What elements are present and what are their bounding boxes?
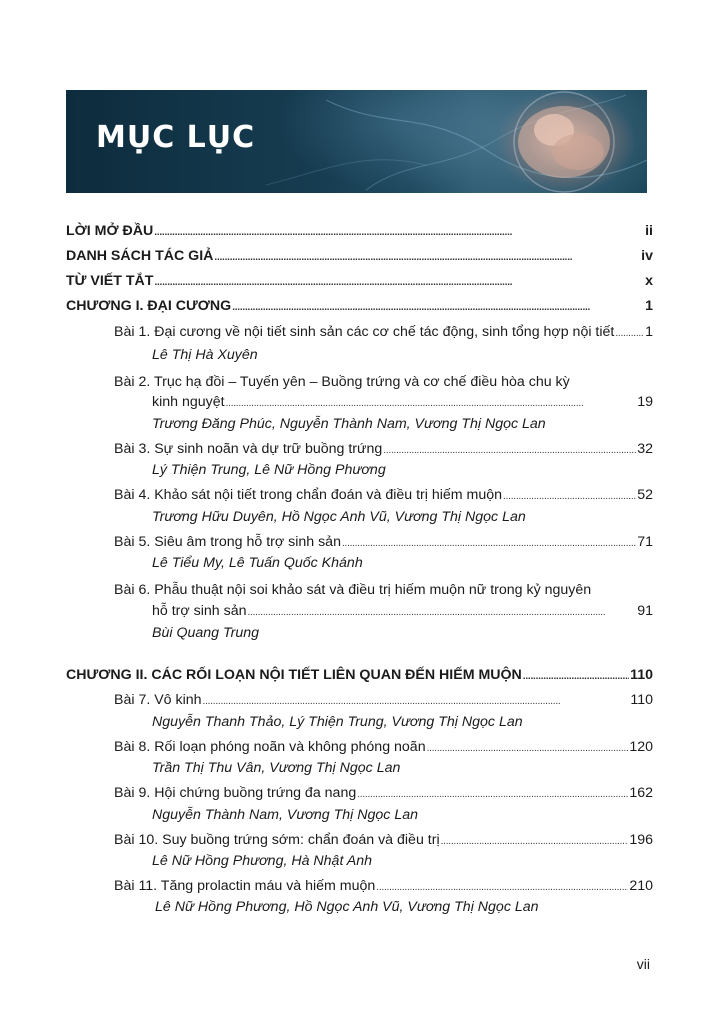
lesson-page: 19 [637,394,653,410]
dot-leader [441,833,629,851]
lesson-page: 110 [630,692,653,708]
lesson-authors: Lý Thiện Trung, Lê Nữ Hồng Phương [152,462,386,478]
lesson-authors: Lê Nữ Hồng Phương, Hà Nhật Anh [152,853,373,869]
lesson-page: 52 [637,487,653,503]
entry-title: LỜI MỞ ĐẦU [66,223,154,239]
entry-page: x [645,273,653,289]
lesson-authors: Lê Thị Hà Xuyên [152,347,258,363]
dot-leader [383,442,636,460]
dot-leader [232,299,644,317]
toc-lesson-1[interactable] [114,323,653,343]
lesson-page: 196 [629,832,653,848]
toc-lesson-4[interactable] [114,486,653,506]
page-number: vii [636,956,650,972]
page-title: MỤC LỤC [96,120,256,155]
chapter-page: 110 [630,667,653,683]
lesson-authors: Trần Thị Thu Vân, Vương Thị Ngọc Lan [152,760,401,776]
dot-leader [427,740,629,758]
lesson-page: 1 [645,324,653,340]
entry-title: DANH SÁCH TÁC GIẢ [66,248,214,264]
lesson-authors: Lê Nữ Hồng Phương, Hồ Ngọc Anh Vũ, Vương Thị Ngọc Lan [155,899,539,915]
lesson-title: Bài 3. Sự sinh noãn và dự trữ buồng trứng [114,441,383,457]
header-banner [66,90,647,193]
lesson-authors: Lê Tiểu My, Lê Tuấn Quốc Khánh [152,555,363,571]
lesson-page: 162 [629,785,653,801]
toc-chapter-2[interactable] [66,666,653,686]
entry-title: TỪ VIẾT TẮT [66,273,154,289]
toc-lesson-2-cont[interactable] [152,393,653,413]
lesson-page: 71 [637,534,653,550]
lesson-title: Bài 9. Hội chứng buồng trứng đa nang [114,785,357,801]
dot-leader [342,535,636,553]
lesson-title: Bài 8. Rối loạn phóng noãn và không phóng noãn [114,739,426,755]
toc-lesson-6[interactable]: Bài 6. Phẫu thuật nội soi khảo sát và điều trị hiếm muộn nữ trong kỷ nguyên [114,582,592,598]
toc-chapter-1[interactable] [66,297,653,317]
toc-entry-foreword[interactable] [66,222,653,242]
toc-entry-abbreviations[interactable] [66,272,653,292]
lesson-authors: Trương Đăng Phúc, Nguyễn Thành Nam, Vương Thị Ngọc Lan [152,416,546,432]
dot-leader [357,786,628,804]
toc-lesson-5[interactable] [114,533,653,553]
chapter-title: CHƯƠNG II. CÁC RỐI LOẠN NỘI TIẾT LIÊN QUAN ĐẾN HIẾM MUỘN [66,667,522,683]
toc-lesson-7[interactable] [114,691,653,711]
toc-lesson-2[interactable]: Bài 2. Trục hạ đồi – Tuyến yên – Buồng trứng và cơ chế điều hòa chu kỳ [114,374,570,390]
dot-leader [523,668,629,686]
lesson-page: 32 [637,441,653,457]
lesson-page: 210 [629,878,653,894]
lesson-authors: Trương Hữu Duyên, Hồ Ngọc Anh Vũ, Vương Thị Ngọc Lan [152,509,526,525]
lesson-page: 120 [629,739,653,755]
dot-leader [247,604,636,622]
dot-leader [615,325,644,343]
dot-leader [154,274,644,292]
lesson-title: Bài 7. Vô kinh [114,692,202,708]
lesson-authors: Nguyễn Thanh Thảo, Lý Thiện Trung, Vương Thị Ngọc Lan [152,714,523,730]
toc-lesson-9[interactable] [114,784,653,804]
dot-leader [226,395,637,413]
dot-leader [154,224,644,242]
toc-lesson-6-cont[interactable] [152,602,653,622]
lesson-title: Bài 1. Đại cương về nội tiết sinh sản các cơ chế tác động, sinh tổng hợp nội tiết [114,324,615,340]
dot-leader [376,879,628,897]
lesson-authors: Bùi Quang Trung [152,625,259,641]
dot-leader [214,249,640,267]
lesson-page: 91 [637,603,653,619]
lesson-title: Bài 5. Siêu âm trong hỗ trợ sinh sản [114,534,341,550]
lesson-title: Bài 11. Tăng prolactin máu và hiếm muộn [114,878,376,894]
lesson-authors: Nguyễn Thành Nam, Vương Thị Ngọc Lan [152,807,418,823]
lesson-title-cont: kinh nguyệt [152,394,225,410]
toc-lesson-3[interactable] [114,440,653,460]
chapter-title: CHƯƠNG I. ĐẠI CƯƠNG [66,298,232,314]
lesson-title: Bài 4. Khảo sát nội tiết trong chẩn đoán và điều trị hiếm muộn [114,487,503,503]
entry-page: ii [645,223,653,239]
lesson-title-cont: hỗ trợ sinh sản [152,603,247,619]
lesson-title: Bài 10. Suy buồng trứng sớm: chẩn đoán và điều trị [114,832,440,848]
toc-lesson-10[interactable] [114,831,653,851]
dot-leader [503,488,636,506]
dot-leader [203,693,630,711]
toc-lesson-8[interactable] [114,738,653,758]
chapter-page: 1 [645,298,653,314]
toc-entry-authors-list[interactable] [66,247,653,267]
entry-page: iv [641,248,653,264]
toc-lesson-11[interactable] [114,877,653,897]
